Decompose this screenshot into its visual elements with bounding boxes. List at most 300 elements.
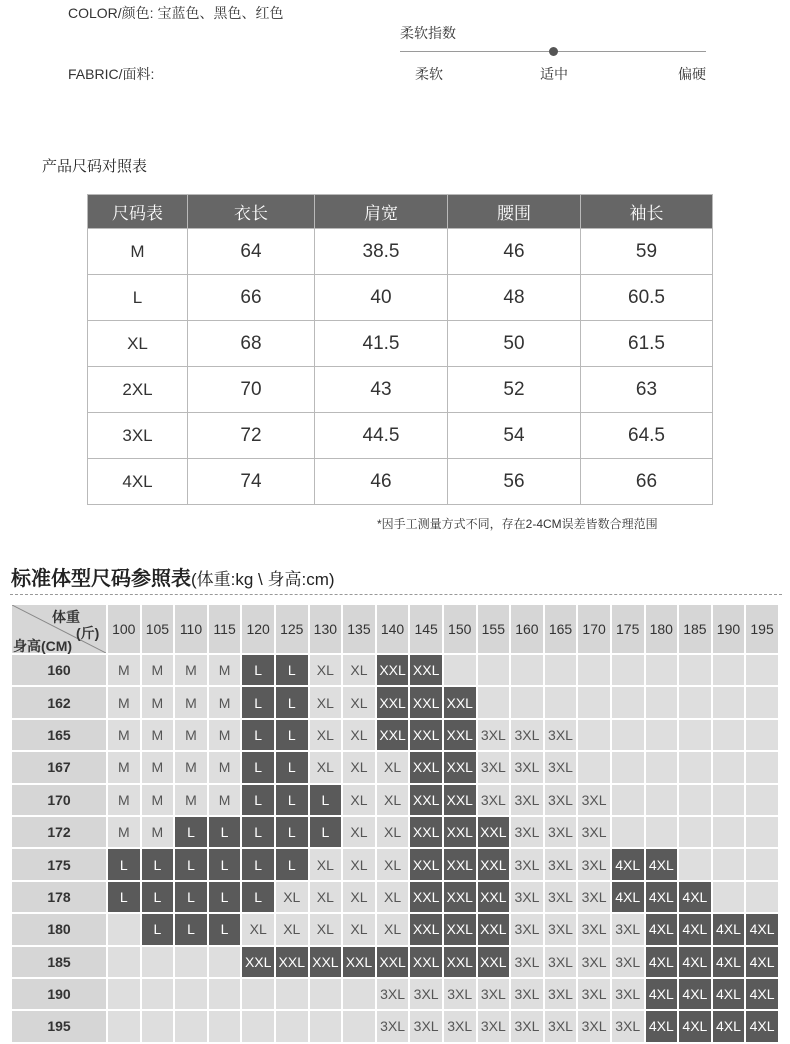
- size-cell-waist: 56: [448, 459, 581, 505]
- grid-cell: M: [108, 720, 140, 750]
- grid-cell: XXL: [444, 687, 476, 717]
- size-cell-length: 66: [188, 275, 315, 321]
- grid-cell: 3XL: [578, 785, 610, 815]
- grid-cell: [746, 720, 778, 750]
- grid-cell: 3XL: [612, 979, 644, 1009]
- grid-cell: 3XL: [478, 785, 510, 815]
- grid-cell: 3XL: [511, 752, 543, 782]
- grid-cell: L: [276, 817, 308, 847]
- grid-cell: 3XL: [578, 882, 610, 912]
- height-header-cell: 178: [12, 882, 106, 912]
- grid-row: [12, 979, 778, 1009]
- grid-cell: [511, 655, 543, 685]
- grid-cell: [679, 785, 711, 815]
- grid-cell: XL: [377, 882, 409, 912]
- grid-cell: [746, 655, 778, 685]
- grid-cell: L: [242, 817, 274, 847]
- grid-cell: XL: [310, 687, 342, 717]
- weight-header-cell: 110: [175, 605, 207, 653]
- grid-cell: [545, 687, 577, 717]
- grid-cell: L: [209, 817, 241, 847]
- grid-cell: L: [142, 914, 174, 944]
- grid-row: [12, 785, 778, 815]
- grid-cell: 4XL: [746, 947, 778, 977]
- soft-level-medium: 适中: [540, 66, 568, 82]
- size-cell-length: 74: [188, 459, 315, 505]
- grid-cell: M: [142, 817, 174, 847]
- grid-cell: [713, 785, 745, 815]
- grid-cell: [679, 817, 711, 847]
- grid-cell: XXL: [444, 752, 476, 782]
- grid-cell: XXL: [410, 655, 442, 685]
- size-cell-shoulder: 40: [315, 275, 448, 321]
- grid-cell: XL: [377, 849, 409, 879]
- grid-cell: 3XL: [511, 914, 543, 944]
- grid-cell: M: [108, 752, 140, 782]
- grid-cell: 3XL: [578, 979, 610, 1009]
- grid-cell: 3XL: [377, 979, 409, 1009]
- grid-cell: 4XL: [612, 882, 644, 912]
- fabric-label: FABRIC/面料:: [68, 66, 155, 82]
- grid-cell: 3XL: [578, 914, 610, 944]
- height-header-cell: 165: [12, 720, 106, 750]
- size-cell-shoulder: 43: [315, 367, 448, 413]
- size-cell-length: 72: [188, 413, 315, 459]
- grid-cell: 3XL: [511, 947, 543, 977]
- grid-cell: 4XL: [646, 979, 678, 1009]
- grid-cell: 3XL: [511, 1011, 543, 1041]
- size-cell-length: 68: [188, 321, 315, 367]
- grid-row: [12, 655, 778, 685]
- grid-cell: XL: [310, 655, 342, 685]
- size-cell-waist: 46: [448, 229, 581, 275]
- grid-cell: XL: [310, 720, 342, 750]
- grid-cell: XL: [310, 752, 342, 782]
- grid-cell: XXL: [377, 720, 409, 750]
- size-cell-shoulder: 46: [315, 459, 448, 505]
- grid-cell: XL: [343, 687, 375, 717]
- grid-cell: [310, 1011, 342, 1041]
- soft-level-hard: 偏硬: [678, 66, 706, 82]
- size-cell-shoulder: 38.5: [315, 229, 448, 275]
- grid-cell: XXL: [377, 947, 409, 977]
- grid-cell: XL: [343, 914, 375, 944]
- grid-cell: 4XL: [679, 882, 711, 912]
- grid-cell: [478, 687, 510, 717]
- section-divider: [10, 594, 782, 595]
- grid-cell: [612, 720, 644, 750]
- grid-cell: [713, 817, 745, 847]
- grid-cell: 3XL: [545, 979, 577, 1009]
- size-cell-sleeve: 59: [581, 229, 713, 275]
- size-table-title: 产品尺码对照表: [42, 158, 148, 175]
- grid-cell: [713, 882, 745, 912]
- grid-cell: XL: [310, 882, 342, 912]
- grid-cell: M: [209, 687, 241, 717]
- grid-cell: XXL: [444, 817, 476, 847]
- grid-cell: [209, 1011, 241, 1041]
- grid-cell: XXL: [410, 687, 442, 717]
- grid-cell: [679, 655, 711, 685]
- height-header-cell: 172: [12, 817, 106, 847]
- grid-cell: M: [175, 655, 207, 685]
- grid-cell: XL: [343, 720, 375, 750]
- size-table-note: *因手工测量方式不同，存在2-4CM误差皆数合理范围: [377, 517, 658, 531]
- grid-cell: XXL: [410, 720, 442, 750]
- grid-cell: XL: [377, 817, 409, 847]
- grid-cell: XL: [343, 655, 375, 685]
- grid-cell: M: [142, 720, 174, 750]
- grid-cell: L: [276, 785, 308, 815]
- size-cell-sleeve: 63: [581, 367, 713, 413]
- grid-cell: XL: [377, 752, 409, 782]
- grid-cell: 4XL: [713, 947, 745, 977]
- grid-cell: 3XL: [545, 817, 577, 847]
- grid-cell: [713, 655, 745, 685]
- grid-cell: [713, 849, 745, 879]
- grid-cell: [511, 687, 543, 717]
- weight-header-cell: 130: [310, 605, 342, 653]
- grid-cell: L: [209, 849, 241, 879]
- grid-cell: L: [242, 849, 274, 879]
- weight-header-cell: 180: [646, 605, 678, 653]
- grid-cell: L: [276, 752, 308, 782]
- grid-cell: M: [142, 687, 174, 717]
- grid-cell: XXL: [410, 914, 442, 944]
- size-row: [88, 459, 713, 505]
- grid-cell: 3XL: [478, 752, 510, 782]
- grid-cell: L: [175, 849, 207, 879]
- grid-cell: XXL: [343, 947, 375, 977]
- weight-header-cell: 185: [679, 605, 711, 653]
- grid-cell: XXL: [377, 655, 409, 685]
- grid-cell: XXL: [478, 849, 510, 879]
- grid-row: [12, 849, 778, 879]
- grid-cell: 3XL: [545, 752, 577, 782]
- grid-cell: 3XL: [545, 914, 577, 944]
- grid-cell: L: [175, 817, 207, 847]
- grid-row: [12, 720, 778, 750]
- grid-cell: M: [108, 655, 140, 685]
- grid-cell: [478, 655, 510, 685]
- grid-cell: [713, 720, 745, 750]
- grid-cell: 3XL: [410, 1011, 442, 1041]
- grid-cell: [713, 752, 745, 782]
- grid-cell: 4XL: [646, 882, 678, 912]
- grid-cell: [242, 1011, 274, 1041]
- size-cell-sleeve: 60.5: [581, 275, 713, 321]
- grid-cell: L: [108, 882, 140, 912]
- size-row: [88, 275, 713, 321]
- grid-cell: M: [175, 752, 207, 782]
- grid-cell: L: [310, 817, 342, 847]
- grid-cell: M: [108, 785, 140, 815]
- grid-cell: 3XL: [377, 1011, 409, 1041]
- grid-cell: M: [209, 752, 241, 782]
- grid-cell: [679, 849, 711, 879]
- grid-cell: [578, 687, 610, 717]
- grid-cell: M: [142, 785, 174, 815]
- grid-cell: [578, 752, 610, 782]
- size-row: [88, 321, 713, 367]
- grid-cell: XXL: [444, 947, 476, 977]
- grid-weight-header: [12, 605, 778, 653]
- grid-row: [12, 1011, 778, 1041]
- grid-cell: XXL: [478, 817, 510, 847]
- weight-header-cell: 120: [242, 605, 274, 653]
- corner-jin-label: (斤): [76, 625, 100, 641]
- body-grid-title: [11, 562, 335, 591]
- grid-cell: 3XL: [478, 720, 510, 750]
- grid-cell: [310, 979, 342, 1009]
- grid-cell: L: [276, 720, 308, 750]
- weight-header-cell: 150: [444, 605, 476, 653]
- size-row: [88, 229, 713, 275]
- grid-cell: 4XL: [713, 979, 745, 1009]
- grid-row: [12, 882, 778, 912]
- grid-cell: XXL: [444, 849, 476, 879]
- grid-cell: 3XL: [511, 979, 543, 1009]
- grid-cell: L: [242, 785, 274, 815]
- grid-cell: [343, 979, 375, 1009]
- weight-header-cell: 145: [410, 605, 442, 653]
- grid-cell: M: [209, 720, 241, 750]
- grid-cell: M: [142, 655, 174, 685]
- height-header-cell: 167: [12, 752, 106, 782]
- grid-cell: [142, 947, 174, 977]
- body-grid-title-text: 标准体型尺码参照表: [11, 568, 191, 590]
- grid-cell: XXL: [276, 947, 308, 977]
- grid-cell: [343, 1011, 375, 1041]
- grid-cell: XXL: [310, 947, 342, 977]
- grid-cell: L: [108, 849, 140, 879]
- grid-cell: 3XL: [545, 785, 577, 815]
- grid-cell: XXL: [444, 785, 476, 815]
- grid-cell: 3XL: [612, 947, 644, 977]
- grid-cell: M: [175, 687, 207, 717]
- grid-cell: 4XL: [713, 1011, 745, 1041]
- weight-header-cell: 125: [276, 605, 308, 653]
- grid-cell: [646, 655, 678, 685]
- grid-cell: 3XL: [511, 849, 543, 879]
- grid-cell: M: [209, 785, 241, 815]
- grid-cell: [679, 720, 711, 750]
- size-cell-shoulder: 44.5: [315, 413, 448, 459]
- grid-cell: [612, 687, 644, 717]
- weight-header-cell: 100: [108, 605, 140, 653]
- grid-cell: [209, 979, 241, 1009]
- weight-header-cell: 115: [209, 605, 241, 653]
- grid-cell: XL: [343, 849, 375, 879]
- grid-cell: XL: [377, 785, 409, 815]
- grid-cell: 3XL: [578, 849, 610, 879]
- grid-cell: [746, 817, 778, 847]
- weight-header-cell: 170: [578, 605, 610, 653]
- size-row: [88, 413, 713, 459]
- grid-cell: 3XL: [545, 849, 577, 879]
- grid-cell: L: [142, 849, 174, 879]
- grid-cell: [746, 785, 778, 815]
- grid-cell: 3XL: [545, 1011, 577, 1041]
- size-row: [88, 367, 713, 413]
- grid-cell: [242, 979, 274, 1009]
- grid-cell: 4XL: [679, 979, 711, 1009]
- grid-cell: [578, 720, 610, 750]
- grid-cell: L: [310, 785, 342, 815]
- size-cell-sleeve: 66: [581, 459, 713, 505]
- weight-header-cell: 165: [545, 605, 577, 653]
- grid-cell: 4XL: [746, 914, 778, 944]
- grid-cell: [646, 817, 678, 847]
- grid-cell: XXL: [444, 720, 476, 750]
- grid-cell: [612, 655, 644, 685]
- grid-cell: XL: [242, 914, 274, 944]
- grid-cell: XL: [310, 849, 342, 879]
- height-header-cell: 190: [12, 979, 106, 1009]
- grid-row: [12, 687, 778, 717]
- grid-cell: L: [242, 752, 274, 782]
- size-cell-sleeve: 64.5: [581, 413, 713, 459]
- grid-cell: [646, 752, 678, 782]
- color-label: COLOR/颜色: 宝蓝色、黑色、红色: [68, 5, 284, 21]
- header-waist: 腰围: [448, 195, 581, 229]
- body-grid-subtitle: (体重:kg \ 身高:cm): [191, 570, 335, 589]
- grid-cell: M: [175, 785, 207, 815]
- weight-header-cell: 135: [343, 605, 375, 653]
- grid-cell: [679, 687, 711, 717]
- grid-cell: L: [209, 914, 241, 944]
- grid-cell: [578, 655, 610, 685]
- weight-header-cell: 190: [713, 605, 745, 653]
- grid-cell: L: [175, 882, 207, 912]
- grid-cell: L: [242, 655, 274, 685]
- grid-cell: [746, 752, 778, 782]
- size-cell-waist: 50: [448, 321, 581, 367]
- grid-cell: 3XL: [578, 947, 610, 977]
- grid-cell: XL: [276, 882, 308, 912]
- grid-cell: 3XL: [511, 817, 543, 847]
- grid-cell: L: [276, 849, 308, 879]
- grid-cell: 3XL: [478, 979, 510, 1009]
- grid-cell: [545, 655, 577, 685]
- size-cell-size: M: [88, 229, 188, 275]
- grid-cell: XL: [377, 914, 409, 944]
- grid-cell: 3XL: [545, 720, 577, 750]
- grid-cell: L: [242, 720, 274, 750]
- grid-cell: 3XL: [444, 1011, 476, 1041]
- grid-cell: XXL: [478, 947, 510, 977]
- grid-cell: 4XL: [646, 1011, 678, 1041]
- grid-cell: XXL: [410, 752, 442, 782]
- weight-header-cell: 155: [478, 605, 510, 653]
- grid-cell: XXL: [444, 914, 476, 944]
- grid-cell: XXL: [410, 849, 442, 879]
- weight-header-cell: 160: [511, 605, 543, 653]
- grid-cell: L: [175, 914, 207, 944]
- grid-cell: 3XL: [578, 817, 610, 847]
- grid-cell: [108, 947, 140, 977]
- height-header-cell: 175: [12, 849, 106, 879]
- grid-cell: M: [108, 687, 140, 717]
- grid-cell: XXL: [410, 817, 442, 847]
- size-cell-size: 4XL: [88, 459, 188, 505]
- corner-weight-label: 体重: [52, 609, 80, 625]
- grid-cell: 4XL: [646, 849, 678, 879]
- grid-cell: M: [108, 817, 140, 847]
- grid-cell: M: [209, 655, 241, 685]
- grid-cell: M: [142, 752, 174, 782]
- grid-cell: 4XL: [713, 914, 745, 944]
- grid-cell: [612, 817, 644, 847]
- grid-cell: XXL: [377, 687, 409, 717]
- soft-index-title: 柔软指数: [400, 25, 456, 41]
- grid-cell: [175, 947, 207, 977]
- header-sleeve: 袖长: [581, 195, 713, 229]
- header-size: 尺码表: [88, 195, 188, 229]
- grid-cell: XXL: [410, 785, 442, 815]
- grid-cell: XXL: [410, 947, 442, 977]
- size-cell-waist: 54: [448, 413, 581, 459]
- grid-cell: [108, 979, 140, 1009]
- grid-corner: [12, 605, 106, 653]
- weight-header-cell: 195: [746, 605, 778, 653]
- grid-cell: L: [142, 882, 174, 912]
- grid-cell: [276, 1011, 308, 1041]
- grid-cell: XXL: [478, 914, 510, 944]
- grid-cell: 4XL: [679, 1011, 711, 1041]
- grid-cell: 3XL: [612, 914, 644, 944]
- size-cell-sleeve: 61.5: [581, 321, 713, 367]
- height-header-cell: 185: [12, 947, 106, 977]
- size-cell-size: 2XL: [88, 367, 188, 413]
- grid-cell: [612, 785, 644, 815]
- size-cell-length: 70: [188, 367, 315, 413]
- grid-cell: [746, 687, 778, 717]
- weight-header-cell: 140: [377, 605, 409, 653]
- grid-cell: [209, 947, 241, 977]
- height-header-cell: 180: [12, 914, 106, 944]
- height-header-cell: 170: [12, 785, 106, 815]
- grid-row: [12, 752, 778, 782]
- weight-header-cell: 175: [612, 605, 644, 653]
- grid-cell: XXL: [478, 882, 510, 912]
- grid-cell: XL: [343, 817, 375, 847]
- grid-cell: [175, 979, 207, 1009]
- grid-cell: 3XL: [444, 979, 476, 1009]
- grid-cell: [746, 882, 778, 912]
- weight-header-cell: 105: [142, 605, 174, 653]
- header-shoulder: 肩宽: [315, 195, 448, 229]
- grid-cell: XL: [276, 914, 308, 944]
- size-cell-size: 3XL: [88, 413, 188, 459]
- grid-cell: [175, 1011, 207, 1041]
- grid-cell: [713, 687, 745, 717]
- grid-cell: L: [242, 882, 274, 912]
- grid-cell: 4XL: [679, 947, 711, 977]
- grid-cell: [612, 752, 644, 782]
- grid-cell: 3XL: [612, 1011, 644, 1041]
- grid-cell: L: [276, 687, 308, 717]
- size-cell-size: XL: [88, 321, 188, 367]
- grid-cell: 4XL: [646, 947, 678, 977]
- grid-cell: XL: [343, 785, 375, 815]
- grid-cell: 3XL: [578, 1011, 610, 1041]
- soft-index-marker: [549, 47, 558, 56]
- grid-cell: M: [175, 720, 207, 750]
- grid-cell: [679, 752, 711, 782]
- body-size-grid: [10, 603, 780, 1044]
- grid-cell: 3XL: [478, 1011, 510, 1041]
